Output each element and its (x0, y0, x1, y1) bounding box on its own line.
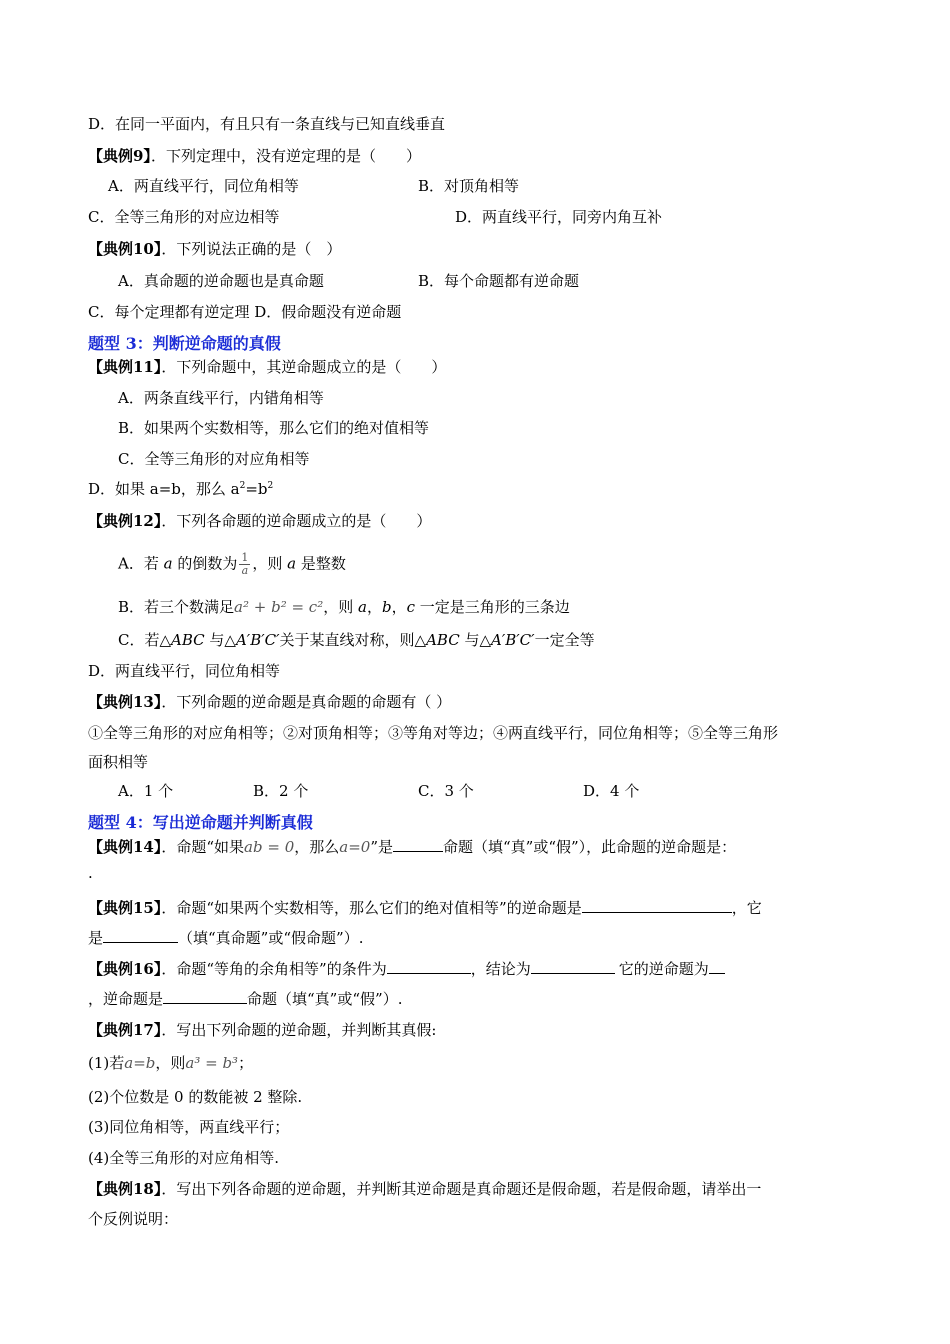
example-tag: 【典例12】 (88, 512, 162, 530)
example-13-option-d: D．4 个 (583, 782, 640, 800)
example-13-question: 【典例13】．下列命题的逆命题是真命题的命题有（ ） (88, 693, 452, 711)
example-12-option-d: D．两直线平行，同位角相等 (88, 662, 281, 680)
fill-blank[interactable] (103, 927, 178, 943)
example-10-option-b: B．每个命题都有逆命题 (418, 272, 580, 290)
example-9-option-b: B．对顶角相等 (418, 177, 520, 195)
example-11-option-a: A．两条直线平行，内错角相等 (118, 389, 324, 407)
example-9-option-a: A．两直线平行，同位角相等 (108, 177, 299, 195)
example-16-line2: ，逆命题是 命题（填“真”或“假”）. (88, 990, 403, 1008)
example-tag: 【典例10】 (88, 240, 162, 258)
example-tag: 【典例13】 (88, 693, 162, 711)
example-12-option-a: A．若 a 的倒数为 $\frac{1}{a}$ ，则 a 是整数 (118, 551, 346, 577)
example-15-question: 【典例15】．命题“如果两个实数相等，那么它们的绝对值相等”的逆命题是 ，它 (88, 899, 762, 917)
example-9-option-c: C．全等三角形的对应边相等 (88, 208, 280, 226)
example-11-question: 【典例11】．下列命题中，其逆命题成立的是（ ） (88, 358, 447, 376)
example-17-question: 【典例17】．写出下列命题的逆命题，并判断其真假: (88, 1021, 437, 1039)
example-17-item-1: (1)若a=b，则a³ = b³； (88, 1054, 254, 1072)
fill-blank[interactable] (387, 958, 471, 974)
option-d-prev: D．在同一平面内，有且只有一条直线与已知直线垂直 (88, 115, 446, 133)
example-tag: 【典例18】 (88, 1180, 162, 1198)
example-tag: 【典例9】 (88, 147, 151, 165)
example-9-question: 【典例9】．下列定理中，没有逆定理的是（ ） (88, 147, 421, 165)
example-17-item-4: (4)全等三角形的对应角相等. (88, 1149, 280, 1167)
example-18-line2: 个反例说明： (88, 1210, 179, 1228)
example-15-line2: 是 （填“真命题”或“假命题”）. (88, 929, 364, 947)
example-16-question: 【典例16】．命题“等角的余角相等”的条件为 ，结论为 它的逆命题为 (88, 958, 725, 980)
fraction: $\frac{1}{a}$ (241, 551, 249, 577)
example-tag: 【典例17】 (88, 1021, 162, 1039)
fill-blank[interactable] (582, 897, 732, 913)
section-heading-3: 题型 3：判断逆命题的真假 (88, 334, 281, 353)
example-tag: 【典例15】 (88, 899, 162, 917)
example-12-question: 【典例12】．下列各命题的逆命题成立的是（ ） (88, 512, 432, 530)
example-13-option-a: A．1 个 (118, 782, 174, 800)
example-10-option-cd: C．每个定理都有逆定理 D．假命题没有逆命题 (88, 303, 402, 321)
example-10-question: 【典例10】．下列说法正确的是（ ） (88, 240, 342, 258)
example-tag: 【典例11】 (88, 358, 162, 376)
example-tag: 【典例14】 (88, 838, 162, 856)
example-17-item-3: (3)同位角相等，两直线平行； (88, 1118, 290, 1136)
example-12-option-b: B．若三个数满足a² + b² = c²，则 a，b，c 一定是三角形的三条边 (118, 598, 570, 616)
example-13-option-c: C．3 个 (418, 782, 474, 800)
example-13-list-line1: ①全等三角形的对应角相等；②对顶角相等；③等角对等边；④两直线平行，同位角相等；⑤全等三角形 (88, 724, 779, 742)
example-18-question: 【典例18】．写出下列各命题的逆命题，并判断其逆命题是真命题还是假命题，若是假命题，请举出一 (88, 1180, 762, 1198)
example-14-end: . (88, 864, 93, 882)
math-expression: a² + b² = c² (234, 598, 324, 616)
example-10-option-a: A．真命题的逆命题也是真命题 (118, 272, 324, 290)
fill-blank[interactable] (531, 958, 615, 974)
fill-blank[interactable] (163, 988, 247, 1004)
example-11-option-c: C．全等三角形的对应角相等 (118, 450, 310, 468)
fill-blank[interactable] (709, 958, 725, 974)
fill-blank[interactable] (393, 836, 443, 852)
example-11-option-d: D．如果 a=b，那么 $a^2=b^2$ (88, 480, 274, 498)
example-11-option-b: B．如果两个实数相等，那么它们的绝对值相等 (118, 419, 430, 437)
example-14-question: 【典例14】．命题“如果ab = 0，那么a=0”是 命题（填“真”或“假”），此命题的逆命题是： (88, 838, 737, 856)
example-13-option-b: B．2 个 (253, 782, 309, 800)
example-12-option-c: C．若△ABC 与△A′B′C′关于某直线对称，则△ABC 与△A′B′C′一定全等 (118, 631, 595, 649)
example-tag: 【典例16】 (88, 960, 162, 978)
section-heading-4: 题型 4：写出逆命题并判断真假 (88, 813, 313, 832)
example-9-option-d: D．两直线平行，同旁内角互补 (455, 208, 663, 226)
example-13-list-line2: 面积相等 (88, 753, 149, 771)
example-17-item-2: (2)个位数是 0 的数能被 2 整除. (88, 1088, 303, 1106)
